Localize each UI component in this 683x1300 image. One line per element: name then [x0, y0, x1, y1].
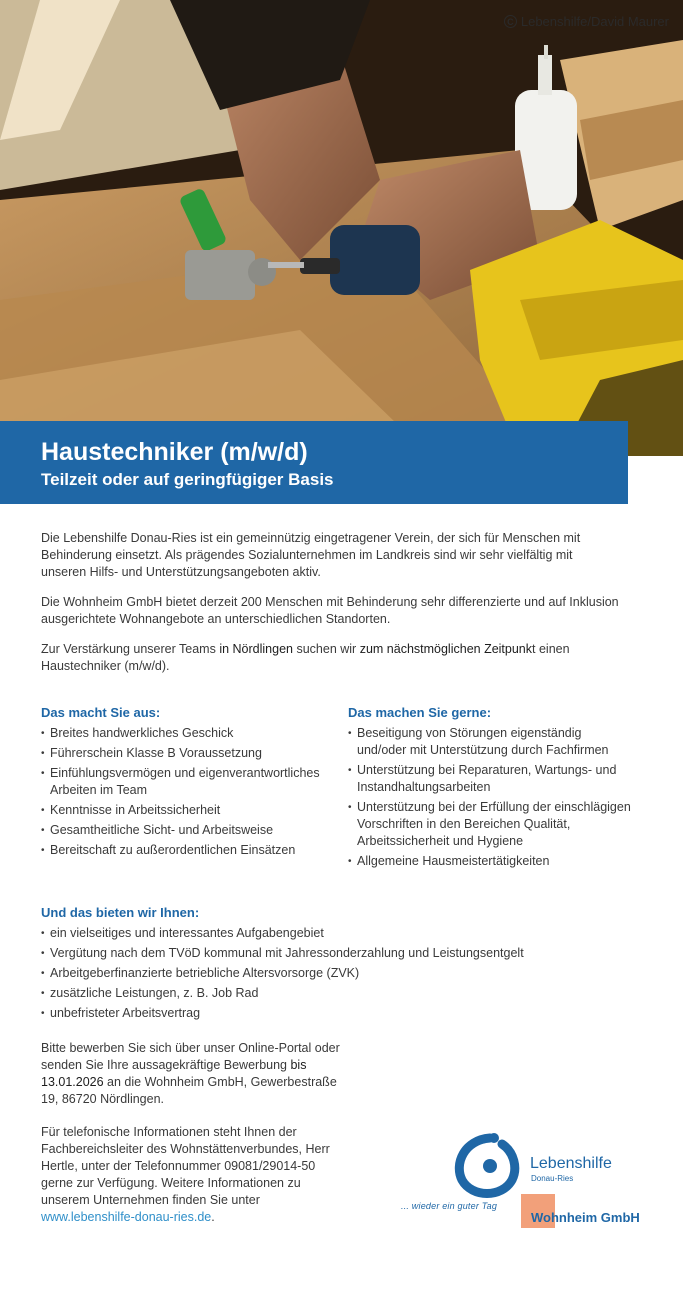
intro-paragraph-3 — [41, 641, 621, 675]
intro-text: t einen Haustechniker (m/w/d). — [41, 642, 570, 673]
job-title: Haustechniker (m/w/d) — [41, 438, 308, 466]
workshop-photo — [0, 0, 683, 456]
application-paragraph — [41, 1040, 341, 1108]
list-item: • Vergütung nach dem TVöD kommunal mit Jahressonderzahlung und Leistungsentgelt — [41, 945, 641, 962]
list-item: • Einfühlungsvermögen und eigenverantwortliches Arbeiten im Team — [41, 765, 331, 799]
list-item: • Breites handwerkliches Geschick — [41, 725, 331, 742]
website-link[interactable]: www.lebenshilfe-donau-ries.de — [41, 1210, 212, 1224]
list-item: • Bereitschaft zu außerordentlichen Einsätzen — [41, 842, 331, 859]
location-highlight: in Nördlingen — [219, 642, 293, 656]
offer-list — [41, 925, 641, 1022]
list-item: • unbefristeter Arbeitsvertrag — [41, 1005, 641, 1022]
list-item: • zusätzliche Leistungen, z. B. Job Rad — [41, 985, 641, 1002]
title-band — [0, 421, 628, 504]
tasks-column — [348, 704, 631, 873]
list-item: • Kenntnisse in Arbeitssicherheit — [41, 802, 331, 819]
tasks-list — [348, 725, 631, 870]
intro-text: Zur Verstärkung unserer Teams — [41, 642, 220, 656]
start-date-highlight: zum nächstmöglichen Zeitpunk — [359, 642, 533, 656]
tasks-heading: Das machen Sie gerne: — [348, 705, 492, 720]
list-item: • Arbeitgeberfinanzierte betriebliche Altersvorsorge (ZVK) — [41, 965, 641, 982]
list-item: • ein vielseitiges und interessantes Aufgabengebiet — [41, 925, 641, 942]
intro-text: suchen wir — [293, 642, 360, 656]
list-item: • Allgemeine Hausmeistertätigkeiten — [348, 853, 631, 870]
list-item: • Gesamtheitliche Sicht- und Arbeitsweise — [41, 822, 331, 839]
job-subtitle: Teilzeit oder auf geringfügiger Basis — [41, 470, 334, 489]
offer-heading: Und das bieten wir Ihnen: — [41, 905, 200, 920]
intro-paragraph-2: Die Wohnheim GmbH bietet derzeit 200 Menschen mit Behinderung sehr differenzierte und auf Inklusion ausgerichtete Wohnangebote an unterschiedlichen Standorten. — [41, 595, 619, 626]
profile-heading: Das macht Sie aus: — [41, 705, 161, 720]
company-name: Wohnheim GmbH — [531, 1210, 640, 1225]
photo-credit — [504, 14, 669, 29]
contact-text: Für telefonische Informationen steht Ihnen der Fachbereichsleiter des Wohnstättenverbundes, Herr Hertle, unter der Telefonnummer 09081/29014-50 gerne zur Verfügung. Weitere Informationen zu unserem Unternehmen finden Sie unter — [41, 1125, 330, 1207]
hero-photo — [0, 0, 683, 456]
intro-paragraph-1: Die Lebenshilfe Donau-Ries ist ein gemeinnützig eingetragener Verein, der sich für Menschen mit Behinderung einsetzt. Als prägendes Sozialunternehmen im Landkreis sind wir sehr vielfältig mit unseren Hilfs- und Unterstützungsangeboten aktiv. — [41, 531, 581, 579]
profile-column — [41, 704, 331, 862]
logo-region: Donau-Ries — [531, 1174, 574, 1183]
list-item: • Führerschein Klasse B Voraussetzung — [41, 745, 331, 762]
photo-credit-text: Lebenshilfe/David Maurer — [520, 14, 669, 29]
list-item: • Unterstützung bei Reparaturen, Wartungs- und Instandhaltungsarbeiten — [348, 762, 631, 796]
contact-text: . — [211, 1210, 215, 1224]
intro-section — [41, 530, 621, 688]
logo-tagline: ... wieder ein guter Tag — [401, 1201, 498, 1211]
logo-name: Lebenshilfe — [530, 1155, 612, 1172]
lebenshilfe-logo — [398, 1130, 658, 1240]
contact-paragraph — [41, 1124, 341, 1226]
list-item: • Unterstützung bei der Erfüllung der einschlägigen Vorschriften in den Bereichen Qualität, Arbeitssicherheit und Hygiene — [348, 799, 631, 850]
offer-section — [41, 904, 641, 1025]
application-text: Bitte bewerben Sie sich über unser Online-Portal oder senden Sie Ihre aussagekräftige Bewerbung — [41, 1041, 340, 1072]
profile-list — [41, 725, 331, 859]
application-text: an die Wohnheim GmbH, Gewerbestraße 19, 86720 Nördlingen. — [41, 1075, 337, 1106]
application-section — [41, 1040, 341, 1242]
list-item: • Beseitigung von Störungen eigenständig und/oder mit Unterstützung durch Fachfirmen — [348, 725, 631, 759]
deadline: bis 13.01.2026 — [41, 1058, 307, 1089]
copyright-icon: C — [504, 15, 517, 28]
